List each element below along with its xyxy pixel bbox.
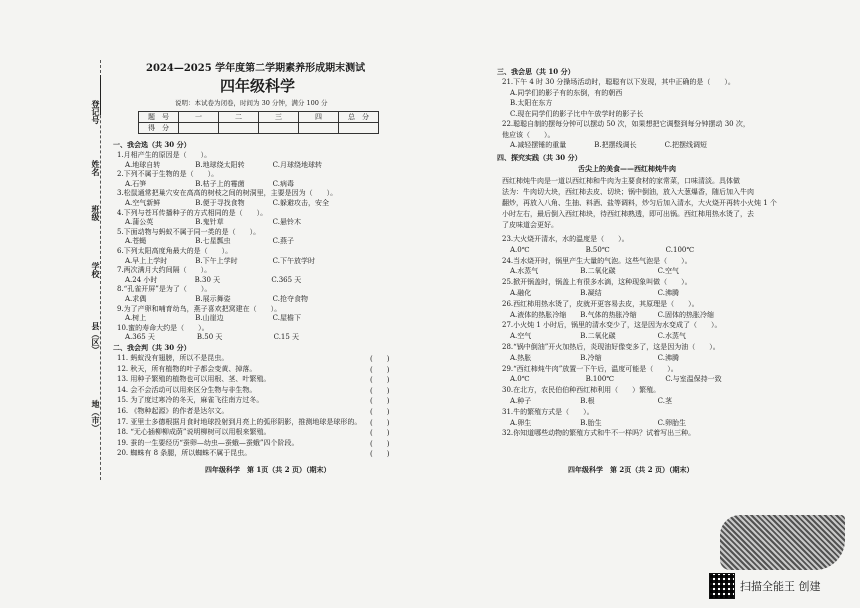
sidebar-label-county: 县（区）	[91, 322, 101, 354]
question-line: A.热胀 B.冷缩 C.沸腾	[510, 353, 679, 362]
answer-bracket[interactable]: ( )	[370, 408, 390, 416]
question-line: A.蒲公英 B.鬼针草 C.悬铃木	[125, 218, 301, 227]
question-line: 6.下列太阳高度角最大的是（ ）。	[117, 247, 233, 255]
question-line: 1.月相产生的原因是（ ）。	[117, 151, 212, 159]
question-line: A.0℃ B.100℃ C.与室温保持一致	[510, 375, 722, 384]
answer-bracket[interactable]: ( )	[370, 397, 390, 406]
question-line: 26.西红柿用热水烫了，皮就开更容易去皮，其原理是（ ）。	[502, 299, 699, 308]
question-line: 4.下列与苍耳传播种子的方式相同的是（ ）。	[117, 208, 268, 217]
question-line: 2.下列不属于生物的是（ ）。	[117, 170, 219, 179]
question-line: 27.小火炖 1 小时后，锅里的清水变少了，这是因为水变成了（ ）。	[502, 321, 722, 330]
section-3-title: 三、我会思（共 10 分）	[497, 67, 575, 76]
judgement-item: 15. 为了度过寒冷的冬天，麻雀飞往南方过冬。	[117, 396, 264, 405]
question-line: A.0℃ B.50℃ C.100℃	[510, 245, 695, 254]
question-line: B.太阳在东方	[510, 99, 553, 107]
passage-line: 法为：牛肉切大块，西红柿去皮、切块；锅中倒油，放入大葱爆香，随后加入牛肉	[502, 188, 754, 196]
sidebar-label-class: 班级	[91, 205, 101, 221]
question-line: A.地球自转 B.地球绕太阳转 C.月球绕地球转	[125, 160, 322, 169]
passage-line: 了皮味道会更好。	[502, 221, 558, 229]
answer-bracket[interactable]: ( )	[370, 386, 390, 395]
score-cell[interactable]	[259, 123, 299, 134]
section-1-title: 一、我会选（共 30 分）	[113, 140, 191, 149]
answer-bracket[interactable]: ( )	[370, 418, 390, 427]
score-cell[interactable]	[299, 123, 339, 134]
question-line: 28.“锅中倒油”开火加热后，炎现油好像变多了，这是因为油（ ）。	[502, 343, 720, 351]
judgement-item: 20. 蜘蛛有 8 条腿，所以蜘蛛不属于昆虫。	[117, 449, 252, 458]
question-line: A.融化 B.凝结 C.沸腾	[510, 289, 679, 297]
scan-smudge-image	[720, 515, 845, 570]
question-line: A.24 小时 B.30 天 C.365 天	[125, 275, 302, 284]
page-2-footer: 四年级科学 第 2页（共 2 页）（期末）	[568, 465, 694, 474]
question-line: A.树上 B.山崖边 C.屋檐下	[125, 314, 301, 323]
score-cell[interactable]	[339, 123, 379, 134]
question-line: 22.聪聪自制的摆每分钟可以摆动 50 次，如果想把它调整到每分钟摆动 30 次，	[502, 120, 750, 128]
question-line: 8.“孔雀开屏”是为了（ ）。	[117, 285, 212, 294]
question-line: 30.在北方，农民伯伯种西红柿利用（ ）繁殖。	[502, 386, 661, 395]
judgement-item: 16. 《物种起源》的作者是达尔文。	[117, 407, 229, 415]
score-header-cell: 总 分	[339, 112, 379, 123]
question-line: 他应该（ ）。	[502, 130, 555, 139]
question-line: 25.掀开锅盖时，锅盖上有很多水滴，这种现象叫做（ ）。	[502, 278, 692, 287]
question-line: A.卵生 B.胎生 C.卵胎生	[510, 418, 686, 427]
sidebar-label-registration: 登记号	[91, 100, 101, 124]
subject-heading: 四年级科学	[220, 77, 296, 95]
scanner-watermark: 扫描全能王 创建	[740, 580, 821, 593]
page-1-footer: 四年级科学 第 1页（共 2 页）（期末）	[205, 465, 331, 474]
judgement-item: 12. 秋天，所有植物的叶子都会变黄、掉落。	[117, 364, 257, 373]
question-line: A.365 天 B.50 天 C.15 天	[125, 333, 300, 342]
question-line: A.空气新鲜 B.便于寻找食物 C.躲避攻击，安全	[125, 199, 329, 207]
passage-title: 舌尖上的美食——西红柿炖牛肉	[578, 164, 676, 173]
exam-title: 2024—2025 学年度第二学期素养形成期末测试	[146, 63, 366, 74]
score-header-cell: 四	[299, 112, 339, 123]
score-table-header	[139, 112, 379, 123]
score-cell[interactable]	[219, 123, 259, 134]
question-line: 32.你知道哪些动物的繁殖方式和牛不一样吗？试着写出三种。	[502, 429, 696, 438]
score-cell[interactable]	[179, 123, 219, 134]
passage-line: 西红柿炖牛肉是一道以西红柿和牛肉为主要食材的家常菜，口味清淡。具体做	[502, 177, 740, 185]
exam-instructions: 说明：本试卷为闭卷，时间为 30 分钟，满分 100 分	[175, 99, 328, 107]
score-table	[138, 111, 379, 134]
passage-line: 翻炒，再放入八角、生抽、料酒、盐等调料，炒匀后加入清水，大火烧开再转小火炖 1 个	[502, 199, 777, 207]
question-line: 31.牛的繁殖方式是（ ）。	[502, 407, 594, 416]
qr-code-icon	[709, 573, 735, 599]
question-line: C.现在同学们的影子比中午放学时的影子长	[510, 109, 644, 118]
section-2-title: 二、我会判（共 30 分）	[113, 343, 191, 352]
question-line: 10.蜜的寿命大约是（ ）。	[117, 323, 209, 332]
question-line: A.减轻摆锤的重量 B.把摆线调长 C.把摆线调短	[510, 141, 707, 149]
question-line: 29.“西红柿炖牛肉”放置一下午后，温度可能是（ ）。	[502, 364, 678, 373]
question-line: A.水蒸气 B.二氧化碳 C.空气	[510, 267, 679, 276]
answer-bracket[interactable]: ( )	[370, 429, 390, 438]
question-line: 21.下午 4 时 30 分操场活动时，聪聪有以下发现，其中正确的是（ ）。	[502, 78, 735, 86]
answer-bracket[interactable]: ( )	[370, 355, 390, 363]
answer-bracket[interactable]: ( )	[370, 365, 390, 374]
judgement-item: 18. “无心插柳柳成荫”说明柳树可以用根来繁殖。	[117, 428, 271, 437]
question-line: A.同学们的影子有的东倒，有的朝西	[510, 88, 623, 97]
judgement-item: 17. 亚里士多德根据月食时地球投射到月亮上的弧形阴影，推测地球是球形的。	[117, 417, 362, 426]
question-line: A.石笋 B.枯子上的霉菌 C.病毒	[125, 179, 294, 188]
question-line: A.液体的热胀冷缩 B.气体的热胀冷缩 C.固体的热胀冷缩	[510, 310, 714, 319]
answer-bracket[interactable]: ( )	[370, 376, 390, 385]
judgement-item: 14. 会不会活动可以用来区分生物与非生物。	[117, 385, 257, 394]
score-header-cell: 二	[219, 112, 259, 123]
question-line: A.种子 B.根 C.茎	[510, 397, 672, 405]
score-header-cell: 题 号	[139, 112, 179, 123]
answer-bracket[interactable]: ( )	[370, 450, 390, 459]
score-header-cell: 一	[179, 112, 219, 123]
question-line: 24.当水烧开时，锅里产生大量的气泡。这些气泡是（ ）。	[502, 256, 692, 265]
sidebar-label-city: 地（市）	[91, 400, 101, 432]
question-line: 9.为了产卵和哺育幼鸟，燕子喜欢把窝建在（ ）。	[117, 304, 282, 313]
passage-line: 小时左右，最后倒入西红柿块，待西红柿熟透，即可出锅。西红柿用热水烫了，去	[502, 210, 754, 218]
question-line: A.空气 B.二氧化碳 C.水蒸气	[510, 332, 686, 341]
score-table-row	[139, 123, 379, 134]
question-line: A.求偶 B.展示舞姿 C.抢夺食物	[125, 295, 308, 303]
score-header-cell: 三	[259, 112, 299, 123]
question-line: A.早上上学时 B.下午上学时 C.下午放学时	[125, 256, 315, 265]
sidebar-label-name: 姓名	[91, 160, 101, 176]
question-line: A.苍蝇 B.七星瓢虫 C.燕子	[125, 237, 294, 246]
judgement-item: 13. 用种子繁殖的植物也可以用根、茎、叶繁殖。	[117, 375, 271, 384]
judgement-item: 19. 蚕的一生要经历“蚕卵—幼虫—蚕蛾—蚕蛾”四个阶段。	[117, 438, 299, 447]
question-line: 23.大火烧开清水，水的温度是（ ）。	[502, 235, 629, 243]
question-line: 3.松鼠通常把巢穴安在高高的树枝之间的树洞里，主要是因为（ ）。	[117, 189, 338, 198]
question-line: 7.两次满月大约间隔（ ）。	[117, 266, 212, 275]
judgement-item: 11. 蚂蚁没有翅膀，所以不是昆虫。	[117, 354, 229, 362]
section-4-title: 四、探究实践（共 30 分）	[497, 153, 582, 162]
answer-bracket[interactable]: ( )	[370, 439, 390, 448]
question-line: 5.下面动物与蚂蚁不属于同一类的是（ ）。	[117, 227, 261, 236]
sidebar-label-school: 学校	[91, 262, 101, 278]
score-row-label: 得 分	[139, 123, 179, 134]
